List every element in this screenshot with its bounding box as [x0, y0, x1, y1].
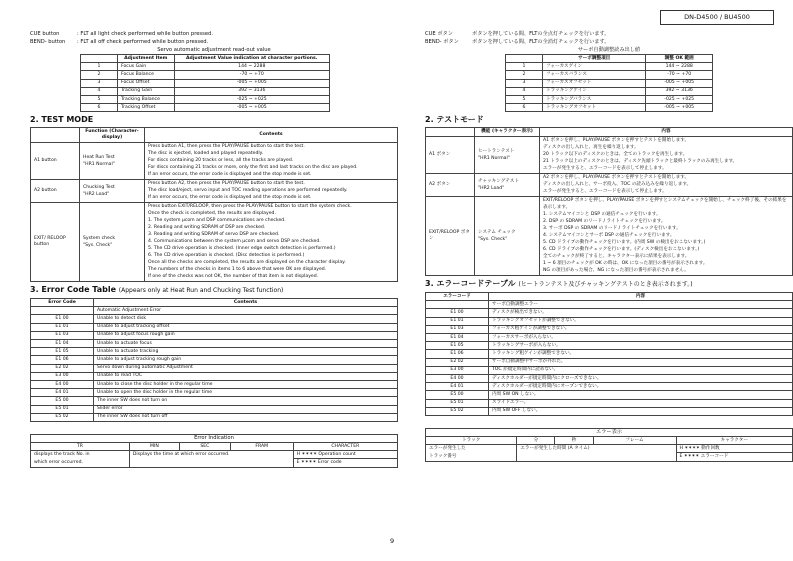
indication-row — [31, 459, 398, 467]
indication-time: Displays the time at which error occurred. — [129, 451, 293, 459]
error-contents: Unable to actuate tracking — [94, 348, 398, 356]
servo-cell: Tracking Offset — [118, 104, 175, 112]
error-contents: スライドエラー。 — [489, 399, 793, 407]
test-function — [475, 136, 540, 173]
indication-title-row — [31, 434, 398, 442]
test-header: Contents — [145, 128, 398, 142]
indication-character: E ✶✶✶✶ エラーコード — [676, 453, 793, 461]
servo-cell: -70 ~ +70 — [646, 71, 713, 79]
button-definitions — [30, 30, 398, 46]
test-header: 機能 (キャラクター表示) — [475, 128, 540, 136]
error-row — [31, 372, 398, 380]
contents-line: 3. サーボ DSP の SDRAM のリード / ライトチェックを行います。 — [543, 226, 681, 232]
function-line: "Sys. Check" — [478, 236, 508, 242]
function-line: チャッキングテスト — [478, 178, 519, 184]
error-code: E1 03 — [426, 325, 489, 333]
servo-cell: Focus Balance — [118, 71, 175, 79]
page-number: 9 — [390, 537, 395, 545]
error-code: E5 02 — [426, 407, 489, 415]
test-row — [426, 173, 793, 196]
error-row — [426, 350, 793, 358]
error-row — [31, 380, 398, 388]
error-row — [31, 389, 398, 397]
servo-header — [81, 55, 118, 63]
servo-caption: サーボ自動調整読み出し値 — [577, 47, 641, 53]
error-row — [426, 342, 793, 350]
error-row — [426, 374, 793, 382]
indication-character: H ✶✶✶✶ Operation count — [293, 451, 397, 459]
error-row — [426, 334, 793, 342]
servo-cell: 1 — [506, 63, 543, 71]
error-header: Contents — [94, 299, 398, 307]
indication-header: FRAM — [230, 443, 293, 451]
error-row — [31, 315, 398, 323]
contents-line: The disc load/eject, servo input and TOC reading operations are performed repeatedly. — [148, 188, 348, 194]
test-function — [475, 196, 540, 275]
contents-line: 5. The CD drive operation is checked. (Inner edge switch detection is performed.) — [148, 246, 336, 252]
servo-cell: 144 ~ 2288 — [174, 63, 329, 71]
indication-character: E ✶✶✶✶ Error code — [293, 459, 397, 467]
error-contents: Unable to open the disc holder in the regular time — [94, 389, 398, 397]
servo-row — [81, 79, 330, 87]
error-code: E5 01 — [426, 399, 489, 407]
test-header: 内容 — [540, 128, 793, 136]
error-contents: トラッキング粗ゲインが調整できない。 — [489, 350, 793, 358]
test-mode-table — [425, 127, 793, 276]
error-contents: ディスクが検出できない。 — [489, 309, 793, 317]
servo-cell: -005 ~ +005 — [646, 104, 713, 112]
servo-cell: -025 ~ +025 — [174, 95, 329, 103]
error-contents: The inner SW does not turn off — [94, 413, 398, 421]
error-code: E1 01 — [426, 317, 489, 325]
error-row — [426, 325, 793, 333]
error-contents: Slider error — [94, 405, 398, 413]
error-contents: Unable to detect disk — [94, 315, 398, 323]
test-button: A1 ボタン — [426, 136, 475, 173]
servo-cell: Focus Offset — [118, 79, 175, 87]
servo-header: Adjustment Item — [118, 55, 175, 63]
definition-key: BEND- ボタン — [425, 39, 459, 45]
spacer — [30, 422, 398, 434]
servo-cell: -005 ~ +005 — [174, 104, 329, 112]
servo-cell: 6 — [81, 104, 118, 112]
error-code-table — [425, 292, 793, 416]
error-contents: Servo down during automatic Adjustment — [94, 364, 398, 372]
definition-text: ボタンを押している間、FLTの全点灯チェックを行います。 — [472, 31, 610, 37]
contents-line: 20 トラック以下のディスクのときは、全てのトラックを再生します。 — [543, 152, 688, 158]
definition-row — [425, 38, 793, 46]
error-contents: Unable to actuate focus — [94, 340, 398, 348]
indication-track: エラーが発生した — [426, 445, 517, 453]
error-table-title: 3. エラーコードテーブル — [425, 279, 516, 289]
error-row — [31, 364, 398, 372]
error-code: E1 00 — [31, 315, 94, 323]
error-contents: フォーカスサーボが入らない。 — [489, 334, 793, 342]
error-row — [426, 407, 793, 415]
contents-line: A1 ボタンを押し、PLAY/PAUSE ボタンを押すとテストを開始します。 — [543, 138, 690, 144]
error-code: E2 02 — [31, 364, 94, 372]
english-column — [30, 30, 398, 468]
servo-cell: 1 — [81, 63, 118, 71]
contents-line: 2. DSP の SDRAM のリード / ライトチェックを行います。 — [543, 219, 666, 225]
servo-cell: トラッキングゲイン — [543, 87, 646, 95]
servo-cell: 392 ~ 3136 — [646, 87, 713, 95]
test-mode-table — [30, 127, 398, 282]
error-contents: The inner SW does not turn on — [94, 397, 398, 405]
error-contents: Unable to adjust tracking rough gain — [94, 356, 398, 364]
contents-line: 6. The CD drive operation is checked. (Disc detection is performed.) — [148, 253, 305, 259]
error-code: E3 00 — [426, 366, 489, 374]
indication-header: 秒 — [555, 437, 593, 445]
test-contents — [145, 142, 398, 179]
servo-row — [506, 87, 713, 95]
servo-table — [80, 54, 330, 112]
error-code: E1 00 — [426, 309, 489, 317]
servo-cell: 6 — [506, 104, 543, 112]
indication-header: TR — [31, 443, 130, 451]
error-row — [31, 405, 398, 413]
test-row — [31, 202, 398, 281]
error-indication-table — [425, 428, 793, 462]
servo-cell: 4 — [506, 87, 543, 95]
indication-track: displays the track No. in — [31, 451, 130, 459]
error-row — [31, 348, 398, 356]
contents-line: 5. CD ドライブの動作チェックを行います。(内周 SW の検出をおこないます。) — [543, 240, 706, 246]
function-line: "HR2 Load" — [83, 191, 110, 197]
test-header-row — [31, 128, 398, 142]
error-row — [426, 366, 793, 374]
test-contents — [540, 136, 793, 173]
indication-title: エラー表示 — [426, 428, 793, 436]
test-row — [31, 142, 398, 179]
indication-time — [129, 459, 293, 467]
indication-row — [31, 451, 398, 459]
contents-line: A2 ボタンを押し、PLAY/PAUSE ボタンを押すとテストを開始します。 — [543, 175, 690, 181]
servo-cell: -70 ~ +70 — [174, 71, 329, 79]
error-code: E5 00 — [426, 391, 489, 399]
function-line: "HR1 Normal" — [478, 155, 510, 161]
servo-header: Adjustment Value indication at character portions. — [174, 55, 329, 63]
test-header-row — [426, 128, 793, 136]
error-code: E1 03 — [31, 331, 94, 339]
function-line: Heat Run Test — [83, 154, 115, 160]
error-contents: トラッキングオフセットが調整できない。 — [489, 317, 793, 325]
test-contents — [145, 202, 398, 281]
error-code: E1 06 — [426, 350, 489, 358]
error-table-heading — [425, 279, 793, 290]
error-contents: サーボ自動調整中サーボが外れた。 — [489, 358, 793, 366]
error-code: E5 00 — [31, 397, 94, 405]
indication-header: トラック — [426, 437, 517, 445]
contents-line: 1 ~ 6 項目のチェックが OK の時は、OK になった項目の番号が表示されます。 — [543, 261, 708, 267]
definition-row — [30, 38, 398, 46]
error-row — [426, 399, 793, 407]
error-header: Error Code — [31, 299, 94, 307]
error-code: E2 02 — [426, 358, 489, 366]
definition-key: CUE ボタン — [425, 31, 453, 37]
servo-cell: 3 — [506, 79, 543, 87]
error-header: 内容 — [489, 293, 793, 301]
servo-caption: Servo automatic adjustment read-out value — [157, 47, 271, 53]
contents-line: 4. Communications between the system μcom and servo DSP are checked. — [148, 239, 321, 245]
indication-header-row — [426, 437, 793, 445]
definition-text: : FLT all off check performed while button pressed. — [77, 39, 209, 45]
function-line: システム チェック — [478, 229, 516, 235]
servo-header: サーボ調整項目 — [543, 55, 646, 63]
servo-cell: フォーカスゲイン — [543, 63, 646, 71]
servo-cell: フォーカスオフセット — [543, 79, 646, 87]
servo-cell: 5 — [81, 95, 118, 103]
definition-text: : FLT all light check performed while button pressed. — [77, 31, 213, 37]
error-row — [426, 301, 793, 309]
test-function — [80, 202, 145, 281]
servo-cell: 2 — [506, 71, 543, 79]
contents-line: ディスクの出し入れと、サーボ投入、TOC の読み込みを繰り返します。 — [543, 182, 692, 188]
error-code: E4 01 — [31, 389, 94, 397]
servo-header — [506, 55, 543, 63]
servo-cell: 2 — [81, 71, 118, 79]
servo-cell: 5 — [506, 95, 543, 103]
indication-header: SEC — [179, 443, 230, 451]
servo-cell: Tracking Balance — [118, 95, 175, 103]
error-row — [31, 397, 398, 405]
test-row — [426, 136, 793, 173]
error-code: E5 01 — [31, 405, 94, 413]
error-code: E4 00 — [426, 374, 489, 382]
test-header — [426, 128, 475, 136]
indication-header: キャラクター — [676, 437, 793, 445]
indication-title-row — [426, 428, 793, 436]
error-code: E1 06 — [31, 356, 94, 364]
error-contents: トラッキングサーボが入らない。 — [489, 342, 793, 350]
contents-line: The disc is ejected, loaded and played repeatedly. — [148, 151, 264, 157]
error-row — [426, 317, 793, 325]
definition-row — [30, 30, 398, 38]
spacer — [425, 416, 793, 428]
error-header-row — [31, 299, 398, 307]
indication-row — [426, 445, 793, 453]
servo-cell: -005 ~ +005 — [174, 79, 329, 87]
japanese-column — [425, 30, 793, 462]
contents-line: If one of the checks was not OK, the number of that item is not displayed. — [148, 274, 319, 280]
error-row — [426, 358, 793, 366]
servo-cell: 144 ~ 2288 — [646, 63, 713, 71]
error-row — [426, 309, 793, 317]
servo-row — [506, 104, 713, 112]
servo-cell: フォーカスバランス — [543, 71, 646, 79]
function-line: "HR2 Load" — [478, 185, 505, 191]
servo-cell: トラッキングバランス — [543, 95, 646, 103]
contents-line: EXIT/RELOOP ボタンを押し、PLAY/PAUSE ボタンを押すとシステムチェックを開始し、チェック終了後、その結果を表示します。 — [543, 198, 787, 211]
indication-header: 分 — [517, 437, 555, 445]
error-indication-table — [30, 434, 398, 468]
test-contents — [540, 173, 793, 196]
test-button: EXIT/RELOOP ボタン — [426, 196, 475, 275]
contents-line: The numbers of the checks in items 1 to 6 above that were OK are displayed. — [148, 267, 327, 273]
servo-row — [81, 63, 330, 71]
model-label: DN-D4500 / BU4500 — [660, 10, 774, 25]
contents-line: Press button A1, then press the PLAY/PAUSE button to start the test. — [148, 144, 305, 150]
test-header: Function (Character-display) — [80, 128, 145, 142]
error-table-heading — [30, 285, 398, 296]
definition-key: CUE button — [30, 31, 60, 37]
error-contents: Unable to adjust tracking offset — [94, 323, 398, 331]
servo-header-row — [81, 55, 330, 63]
error-row — [31, 413, 398, 421]
error-header-row — [426, 293, 793, 301]
error-row — [426, 383, 793, 391]
contents-line: ディスクの出し入れと、再生を繰り返します。 — [543, 145, 639, 151]
servo-cell: 4 — [81, 87, 118, 95]
contents-line: NG の項目があった場合、NG になった項目の番号が表示されません。 — [543, 268, 689, 274]
test-contents — [540, 196, 793, 275]
test-row — [31, 179, 398, 202]
error-contents: フォーカス粗ゲインが調整できない。 — [489, 325, 793, 333]
error-row — [31, 307, 398, 315]
error-code: E1 05 — [426, 342, 489, 350]
contents-line: If an error occurs, the error code is displayed and the stop mode is set. — [148, 195, 312, 201]
error-table-note: (Appears only at Heat Run and Chucking Test function) — [118, 287, 284, 295]
contents-line: For discs containing 21 tracks or more, only the first and last tracks on the disc are played. — [148, 165, 358, 171]
function-line: Chucking Test — [83, 184, 115, 190]
error-row — [426, 391, 793, 399]
contents-line: Once the check is completed, the results are displayed. — [148, 211, 276, 217]
indication-character: H ✶✶✶✶ 動作回数 — [676, 445, 793, 453]
contents-line: 3. Reading and writing SDRAM of servo DSP are checked. — [148, 232, 280, 238]
test-function — [475, 173, 540, 196]
test-mode-title: 2. TEST MODE — [30, 115, 94, 125]
error-row — [31, 340, 398, 348]
servo-cell: 3 — [81, 79, 118, 87]
error-code: E1 01 — [31, 323, 94, 331]
error-code — [31, 307, 94, 315]
contents-line: Once all the checks are completed, the results are displayed on the character display. — [148, 260, 346, 266]
servo-row — [506, 79, 713, 87]
error-code: E1 05 — [31, 348, 94, 356]
error-contents: サーボ自動調整エラー — [489, 301, 793, 309]
servo-row — [506, 71, 713, 79]
test-button: A2 ボタン — [426, 173, 475, 196]
servo-cell: Tracking Gain — [118, 87, 175, 95]
indication-track: which error occurred. — [31, 459, 130, 467]
contents-line: 6. CD ドライブの動作チェックを行います。(ディスク検出をおこないます。) — [543, 247, 700, 253]
error-code: E5 02 — [31, 413, 94, 421]
error-table-note: (ヒートランテスト及びチャッキングテストのとき表示されます。) — [518, 281, 693, 289]
error-contents: ディスクホルダーが規定時間内にオープンできない。 — [489, 383, 793, 391]
error-contents: 内周 SW ON しない。 — [489, 391, 793, 399]
function-line: "HR1 Normal" — [83, 161, 115, 167]
servo-table — [505, 54, 713, 112]
test-mode-title: 2. テストモード — [425, 115, 484, 125]
definition-text: ボタンを押している間、FLTの全消灯チェックを行います。 — [472, 39, 610, 45]
function-line: ヒートランテスト — [478, 148, 515, 154]
contents-line: エラーが発生すると、エラーコードを表示して停止します。 — [543, 189, 667, 195]
servo-cell: 392 ~ 3136 — [174, 87, 329, 95]
servo-cell: トラッキングオフセット — [543, 104, 646, 112]
indication-header: CHARACTER — [293, 443, 397, 451]
contents-line: 1. システムマイコンと DSP の通信チェックを行います。 — [543, 212, 661, 218]
error-row — [31, 331, 398, 339]
indication-time: エラーが発生した時間 (A タイム) — [517, 445, 676, 453]
test-header — [31, 128, 80, 142]
error-contents: Unable to read TOC — [94, 372, 398, 380]
servo-row — [81, 87, 330, 95]
contents-line: 21 トラック以上のディスクのときは、ディスク先頭トラックと最終トラックのみ再生します。 — [543, 159, 738, 165]
function-line: "Sys. Check" — [83, 242, 113, 248]
indication-header: フレーム — [593, 437, 676, 445]
error-contents: Unable to close the disc holder in the regular time — [94, 380, 398, 388]
indication-header-row — [31, 443, 398, 451]
contents-line: Press button A2, then press the PLAY/PAUSE button to start the test. — [148, 181, 305, 187]
error-contents: TOC が規定時間内に読めない。 — [489, 366, 793, 374]
servo-row — [506, 63, 713, 71]
servo-cell: -005 ~ +005 — [646, 79, 713, 87]
contents-line: 1. The system μcom and DSP communications are checked. — [148, 218, 286, 224]
test-button: A1 button — [31, 142, 80, 179]
definition-row — [425, 30, 793, 38]
servo-header-row — [506, 55, 713, 63]
servo-row — [81, 95, 330, 103]
button-definitions — [425, 30, 793, 46]
error-row — [31, 323, 398, 331]
error-code: E1 04 — [31, 340, 94, 348]
servo-row — [506, 95, 713, 103]
error-code-table — [30, 298, 398, 422]
indication-header: MIN — [129, 443, 179, 451]
contents-line: Press button EXIT/RELOOP, then press the PLAY/PAUSE button to start the system check. — [148, 204, 352, 210]
contents-line: エラーが発生すると、エラーコードを表示して停止します。 — [543, 166, 667, 172]
error-table-title: 3. Error Code Table — [30, 285, 116, 295]
test-row — [426, 196, 793, 275]
error-contents: ディスクホルダーが規定時間内にクローズできない。 — [489, 374, 793, 382]
servo-row — [81, 104, 330, 112]
error-code — [426, 301, 489, 309]
indication-track: トラック番号 — [426, 453, 517, 461]
servo-cell: -025 ~ +025 — [646, 95, 713, 103]
error-row — [31, 356, 398, 364]
error-code: E4 01 — [426, 383, 489, 391]
servo-row — [81, 71, 330, 79]
definition-key: BEND- button — [30, 39, 66, 45]
indication-row — [426, 453, 793, 461]
contents-line: If an error occurs, the error code is displayed and the stop mode is set. — [148, 172, 312, 178]
test-function — [80, 179, 145, 202]
indication-title: Error Indication — [31, 434, 398, 442]
test-function — [80, 142, 145, 179]
error-code: E4 00 — [31, 380, 94, 388]
error-code: E1 04 — [426, 334, 489, 342]
error-contents: Automatic Adjustment Error — [94, 307, 398, 315]
servo-header: 調整 OK 範囲 — [646, 55, 713, 63]
contents-line: For discs containing 20 tracks or less, all the tracks are played. — [148, 158, 294, 164]
indication-time — [517, 453, 676, 461]
test-button: A2 button — [31, 179, 80, 202]
contents-line: 全てのチェックが終了すると、キャラクター表示に結果を表示します。 — [543, 254, 690, 260]
error-header: エラーコード — [426, 293, 489, 301]
test-contents — [145, 179, 398, 202]
error-code: E3 00 — [31, 372, 94, 380]
error-contents: 内周 SW OFF しない。 — [489, 407, 793, 415]
contents-line: 2. Reading and writing SDRAM of DSP are checked. — [148, 225, 266, 231]
test-button: EXIT/ RELOOP button — [31, 202, 80, 281]
servo-cell: Focus Gain — [118, 63, 175, 71]
contents-line: 4. システムマイコンとサーボ DSP の通信チェックを行います。 — [543, 233, 675, 239]
error-contents: Unable to adjust focus rough gain — [94, 331, 398, 339]
function-line: System check — [83, 235, 116, 241]
